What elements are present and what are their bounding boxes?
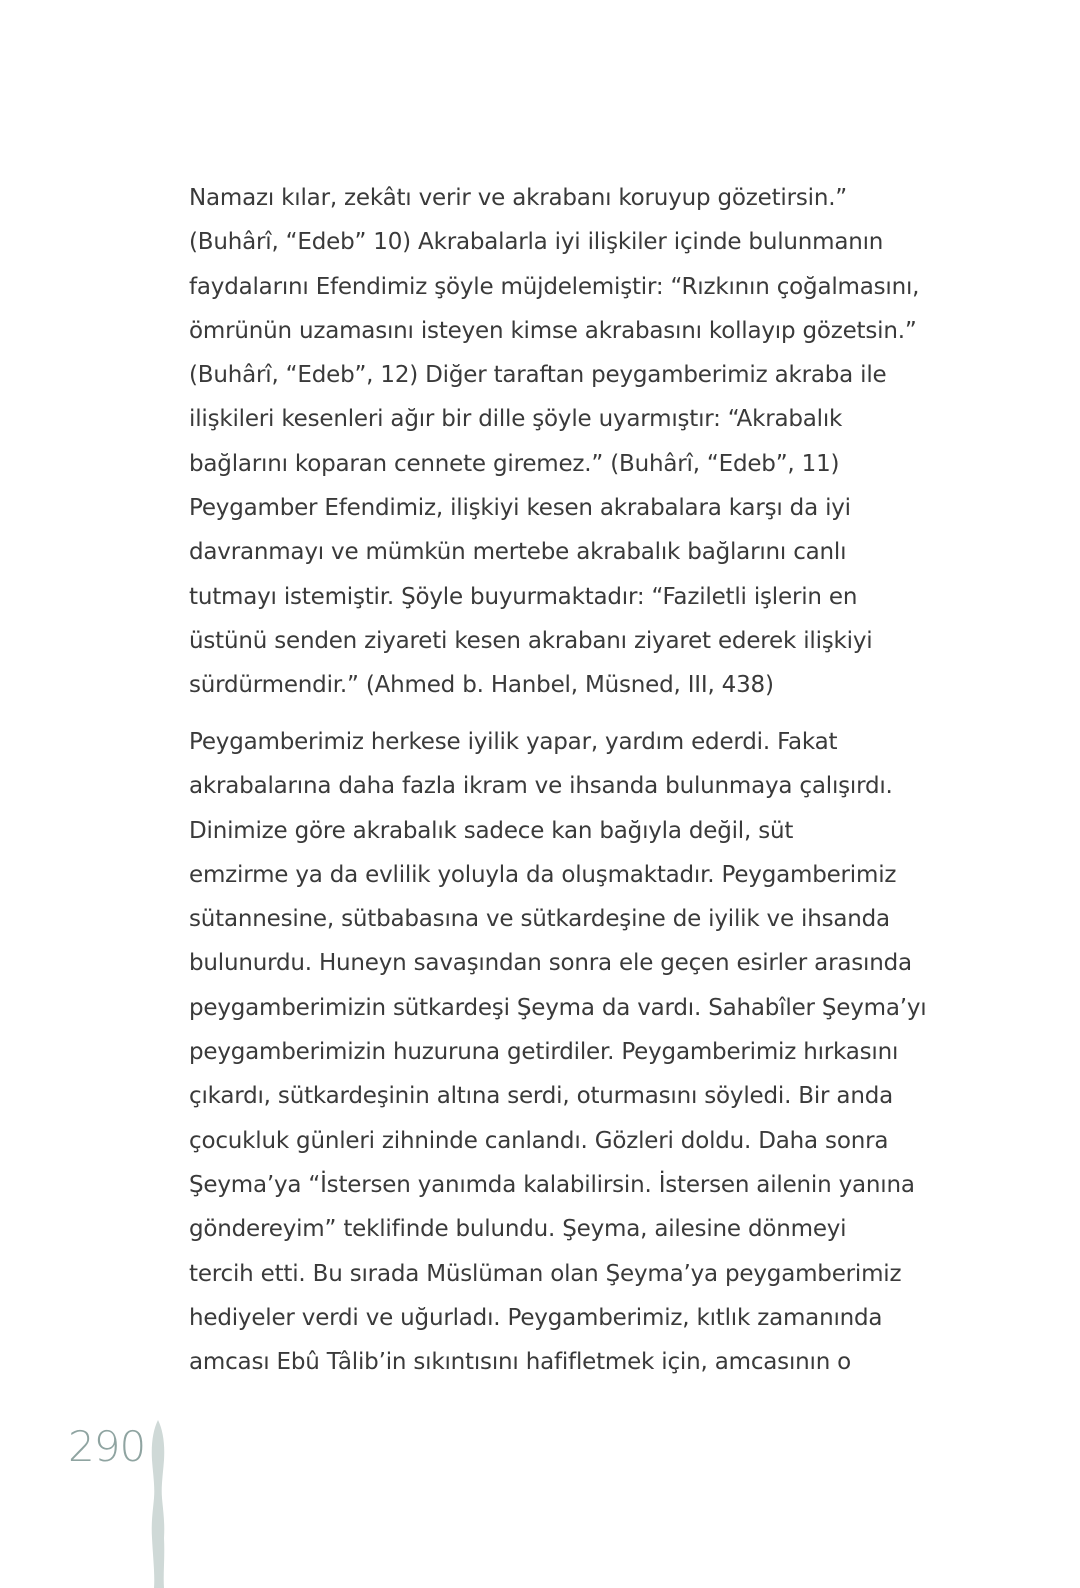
text-line: tercih etti. Bu sırada Müslüman olan Şeyma’ya peygamberimiz — [189, 1260, 902, 1287]
text-line: Şeyma’ya “İstersen yanımda kalabilirsin. İstersen ailenin yanına — [189, 1171, 915, 1198]
text-line: çıkardı, sütkardeşinin altına serdi, oturmasını söyledi. Bir anda — [189, 1083, 893, 1110]
text-line: Peygamberimiz herkese iyilik yapar, yardım ederdi. Fakat — [189, 729, 838, 755]
text-line: (Buhârî, “Edeb” 10) Akrabalarla iyi ilişkiler içinde bulunmanın — [189, 229, 884, 256]
text-line: amcası Ebû Tâlib’in sıkıntısını hafifletmek için, amcasının o — [189, 1349, 852, 1376]
text-line: hediyeler verdi ve uğurladı. Peygamberimiz, kıtlık zamanında — [189, 1304, 883, 1331]
text-line: çocukluk günleri zihninde canlandı. Gözleri doldu. Daha sonra — [189, 1127, 889, 1154]
text-line: ilişkileri kesenleri ağır bir dille şöyle uyarmıştır: “Akrabalık — [189, 406, 843, 433]
text-line: sütannesine, sütbabasına ve sütkardeşine de iyilik ve ihsanda — [189, 906, 890, 933]
page-ornament — [146, 1418, 170, 1588]
text-line: (Buhârî, “Edeb”, 12) Diğer taraftan peygamberimiz akraba ile — [189, 362, 887, 389]
text-line: emzirme ya da evlilik yoluyla da oluşmaktadır. Peygamberimiz — [189, 861, 897, 888]
text-line: peygamberimizin sütkardeşi Şeyma da vardı. Sahabîler Şeyma’yı — [189, 994, 927, 1021]
text-line: bulunurdu. Huneyn savaşından sonra ele geçen esirler arasında — [189, 950, 912, 977]
text-line: üstünü senden ziyareti kesen akrabanı ziyaret ederek ilişkiyi — [189, 627, 873, 654]
page-number: 290 — [68, 1422, 146, 1471]
text-line: sürdürmendir.” (Ahmed b. Hanbel, Müsned, III, 438) — [189, 672, 774, 699]
ornament-shape — [152, 1420, 165, 1588]
text-line: ömrünün uzamasını isteyen kimse akrabasını kollayıp gözetsin.” — [189, 317, 917, 344]
text-line: Peygamber Efendimiz, ilişkiyi kesen akrabalara karşı da iyi — [189, 495, 851, 522]
paragraph-1 — [189, 176, 920, 708]
text-line: tutmayı istemiştir. Şöyle buyurmaktadır: “Faziletli işlerin en — [189, 583, 858, 610]
text-line: bağlarını koparan cennete giremez.” (Buhârî, “Edeb”, 11) — [189, 450, 840, 477]
paragraph-2 — [189, 720, 927, 1384]
text-line: göndereyim” teklifinde bulundu. Şeyma, ailesine dönmeyi — [189, 1216, 847, 1243]
text-line: Dinimize göre akrabalık sadece kan bağıyla değil, süt — [189, 817, 794, 844]
text-line: davranmayı ve mümkün mertebe akrabalık bağlarını canlı — [189, 539, 847, 566]
text-line: Namazı kılar, zekâtı verir ve akrabanı koruyup gözetirsin.” — [189, 185, 848, 211]
text-line: akrabalarına daha fazla ikram ve ihsanda bulunmaya çalışırdı. — [189, 773, 893, 800]
text-line: peygamberimizin huzuruna getirdiler. Peygamberimiz hırkasını — [189, 1039, 899, 1066]
text-line: faydalarını Efendimiz şöyle müjdelemiştir: “Rızkının çoğalmasını, — [189, 273, 920, 300]
